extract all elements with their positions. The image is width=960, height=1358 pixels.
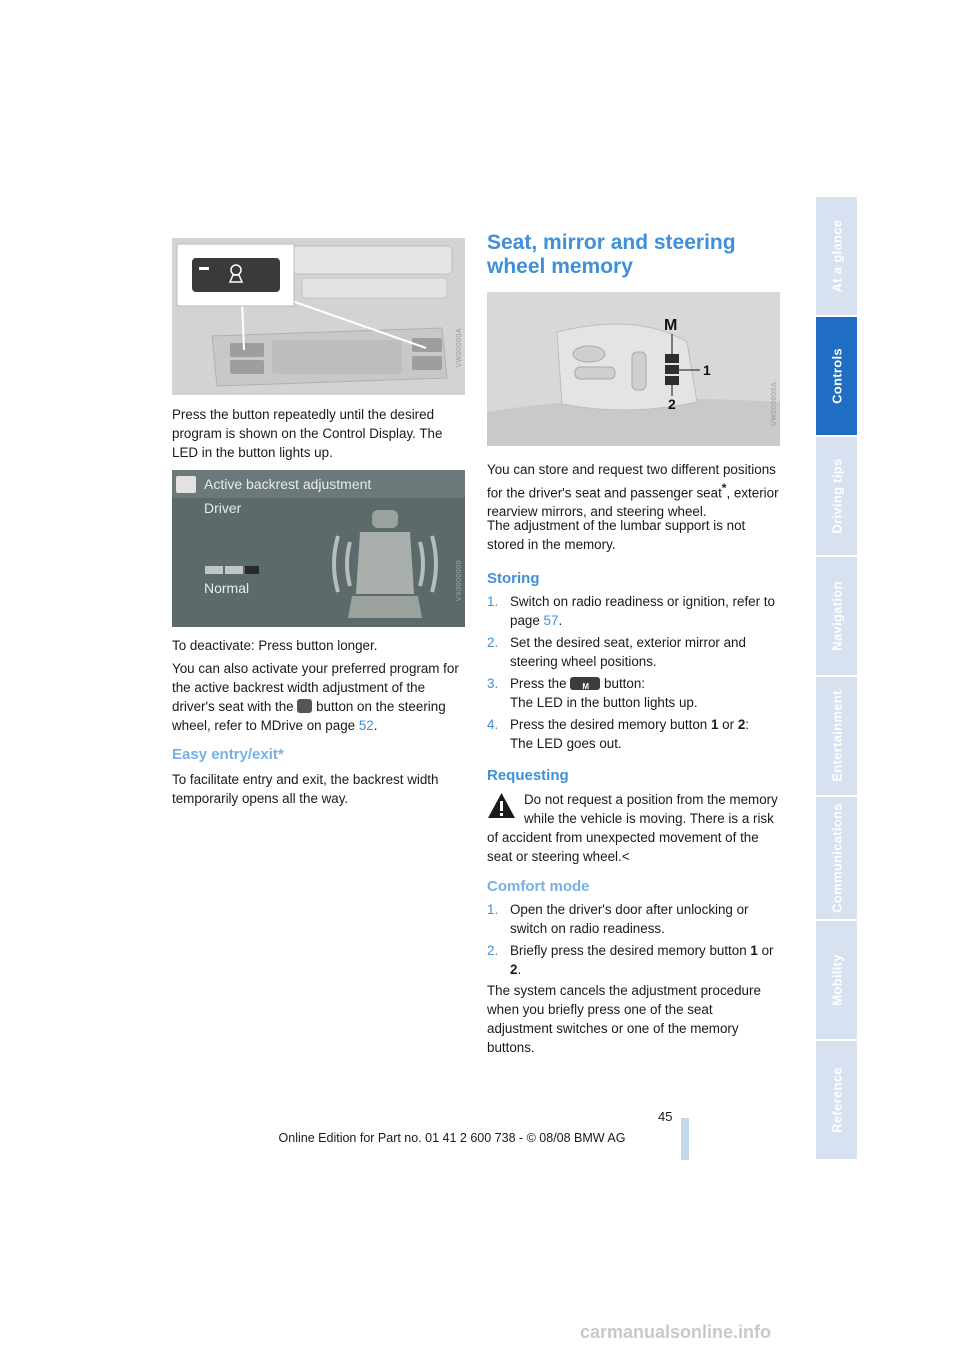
comfort-list (487, 900, 779, 982)
mdrive-button-icon (297, 699, 312, 713)
intro-paragraph: Press the button repeatedly until the desired program is shown on the Control Display. The LED in the button lights up. (172, 407, 443, 460)
display-title: Active backrest adjustment (204, 476, 372, 492)
page-marker (681, 1118, 689, 1160)
tab-reference[interactable]: Reference (816, 1041, 857, 1161)
list-item: 3. Press the M button: The LED in the button lights up. (487, 674, 779, 712)
list-item: 1. Open the driver's door after unlocking or switch on radio readiness. (487, 902, 749, 936)
console-figure: VW00000A (172, 238, 465, 395)
comfort-heading: Comfort mode (487, 878, 590, 895)
page-number: 45 (658, 1109, 673, 1124)
label-2: 2 (668, 396, 676, 412)
warning-block: Do not request a position from the memory while the vehicle is moving. There is a risk of accident from unexpected movement of the seat or steering wheel.< (487, 792, 778, 864)
edition-line: Online Edition for Part no. 01 41 2 600 738 - © 08/08 BMW AG (278, 1131, 626, 1145)
list-item: 2. Set the desired seat, exterior mirror and steering wheel positions. (487, 635, 746, 669)
memory-heading: Seat, mirror and steering wheel memory (487, 231, 736, 278)
level-indicator (245, 566, 259, 574)
tab-navigation[interactable]: Navigation (816, 557, 857, 677)
easy-entry-text: To facilitate entry and exit, the backrest width temporarily opens all the way. (172, 772, 439, 806)
tab-mobility[interactable]: Mobility (816, 921, 857, 1041)
warning-icon (487, 792, 516, 819)
watermark: carmanualsonline.info (580, 1322, 772, 1342)
control-display-figure: Active backrest adjustment Driver Normal VX0000000 (172, 470, 465, 627)
list-item: 1. Switch on radio readiness or ignition, refer to page 57. (487, 594, 775, 628)
list-item: 4. Press the desired memory button 1 or 2: The LED goes out. (487, 717, 749, 751)
requesting-heading: Requesting (487, 767, 569, 784)
warning-text: Do not request a position from the memory while the vehicle is moving. There is a risk of accident from unexpected movement of the seat or steering wheel. (487, 792, 778, 864)
tab-communications[interactable]: Communications (816, 797, 857, 921)
display-level: Normal (204, 580, 250, 596)
m-button-icon (570, 677, 600, 690)
comfort-text: The system cancels the adjustment procedure when you briefly press one of the seat adjustment switches or one of the memory buttons. (487, 983, 761, 1055)
memory-intro: You can store and request two different positions for the driver's seat and passenger seat*, exterior rearview mirrors, and steering wheel. (487, 462, 779, 520)
lumbar-note: The adjustment of the lumbar support is not stored in the memory. (487, 518, 746, 552)
tab-controls[interactable]: Controls (816, 317, 857, 437)
storing-heading: Storing (487, 570, 540, 587)
page-link-57[interactable]: 57 (543, 613, 559, 628)
seat-memory-figure: M 1 2 VW000000A (487, 292, 780, 446)
list-item: 2. Briefly press the desired memory button 1 or 2. (487, 943, 774, 977)
deactivate-paragraph: To deactivate: Press button longer. (172, 638, 378, 653)
tab-at-a-glance[interactable]: At a glance (816, 197, 857, 317)
page-link-52[interactable]: 52 (358, 718, 374, 733)
seat-switch-illustration (487, 292, 780, 446)
seat-icon (330, 506, 440, 622)
back-icon (176, 476, 196, 493)
easy-entry-heading: Easy entry/exit* (172, 746, 284, 763)
tab-driving-tips[interactable]: Driving tips (816, 437, 857, 557)
display-subtitle: Driver (204, 500, 242, 516)
mdrive-paragraph: You can also activate your preferred program for the active backrest width adjustment of the driver's seat with the button on the steering wheel, refer to MDrive on page 52. (172, 661, 459, 733)
storing-list (487, 592, 779, 756)
console-illustration (172, 238, 465, 395)
tab-entertainment[interactable]: Entertainment (816, 677, 857, 797)
label-m: M (664, 317, 678, 334)
label-1: 1 (703, 362, 711, 378)
